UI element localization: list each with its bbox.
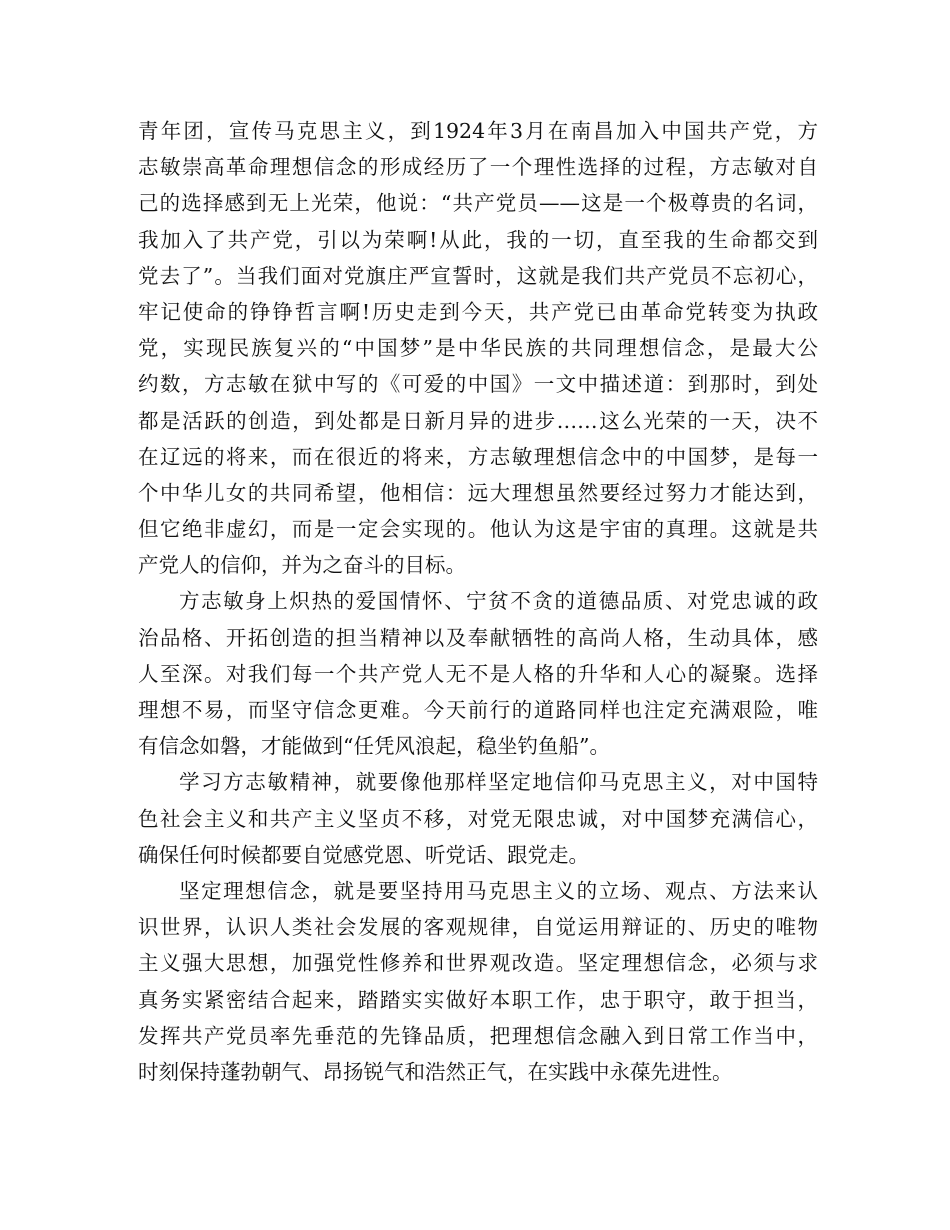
text-line: 有信念如磐，才能做到“任凭风浪起，稳坐钓鱼船”。 bbox=[138, 734, 610, 759]
text-line: 学习方志敏精神，就要像他那样坚定地信仰马克思主义，对中国特 bbox=[179, 770, 818, 795]
text-line: 时刻保持蓬勃朝气、昂扬锐气和浩然正气，在实践中永葆先进性。 bbox=[138, 1059, 733, 1084]
text-line: 在辽远的将来，而在很近的将来，方志敏理想信念中的中国梦，是每一 bbox=[138, 444, 818, 469]
text-line: 都是活跃的创造，到处都是日新月异的进步……这么光荣的一天，决不 bbox=[138, 408, 818, 433]
text-line: 坚定理想信念，就是要坚持用马克思主义的立场、观点、方法来认 bbox=[179, 878, 818, 903]
text-line: 青年团，宣传马克思主义，到1924年3月在南昌加入中国共产党，方 bbox=[138, 119, 818, 143]
document-body bbox=[138, 113, 818, 1090]
paragraph-4 bbox=[138, 873, 818, 1090]
text-line: 己的选择感到无上光荣，他说：“共产党员——这是一个极尊贵的名词， bbox=[138, 191, 818, 216]
text-line: 产党人的信仰，并为之奋斗的目标。 bbox=[138, 553, 466, 578]
text-line: 真务实紧密结合起来，踏踏实实做好本职工作，忠于职守，敢于担当， bbox=[138, 987, 818, 1012]
text-line: 志敏崇高革命理想信念的形成经历了一个理性选择的过程，方志敏对自 bbox=[138, 155, 818, 180]
paragraph-2 bbox=[138, 583, 818, 764]
text-line: 确保任何时候都要自觉感党恩、听党话、跟党走。 bbox=[138, 842, 589, 867]
text-line: 理想不易，而坚守信念更难。今天前行的道路同样也注定充满艰险，唯 bbox=[138, 698, 818, 722]
paragraph-1 bbox=[138, 113, 818, 583]
text-line: 方志敏身上炽热的爱国情怀、宁贫不贪的道德品质、对党忠诚的政 bbox=[179, 589, 818, 614]
text-line: 色社会主义和共产主义坚贞不移，对党无限忠诚，对中国梦充满信心， bbox=[138, 806, 818, 831]
text-line: 牢记使命的铮铮哲言啊!历史走到今天，共产党已由革命党转变为执政 bbox=[138, 299, 818, 324]
text-line: 我加入了共产党，引以为荣啊!从此，我的一切，直至我的生命都交到 bbox=[138, 227, 818, 252]
text-line: 主义强大思想，加强党性修养和世界观改造。坚定理想信念，必须与求 bbox=[138, 951, 818, 976]
text-line: 识世界，认识人类社会发展的客观规律，自觉运用辩证的、历史的唯物 bbox=[138, 915, 818, 940]
paragraph-3 bbox=[138, 764, 818, 873]
text-line: 党，实现民族复兴的“中国梦”是中华民族的共同理想信念，是最大公 bbox=[138, 336, 818, 361]
text-line: 但它绝非虚幻，而是一定会实现的。他认为这是宇宙的真理。这就是共 bbox=[138, 517, 818, 542]
text-line: 党去了”。当我们面对党旗庄严宣誓时，这就是我们共产党员不忘初心， bbox=[138, 263, 818, 288]
text-line: 发挥共产党员率先垂范的先锋品质，把理想信念融入到日常工作当中， bbox=[138, 1023, 818, 1048]
text-line: 治品格、开拓创造的担当精神以及奉献牺牲的高尚人格，生动具体，感 bbox=[138, 625, 818, 650]
text-line: 约数，方志敏在狱中写的《可爱的中国》一文中描述道：到那时，到处 bbox=[138, 372, 818, 397]
text-line: 人至深。对我们每一个共产党人无不是人格的升华和人心的凝聚。选择 bbox=[138, 661, 818, 686]
text-line: 个中华儿女的共同希望，他相信：远大理想虽然要经过努力才能达到， bbox=[138, 480, 818, 505]
